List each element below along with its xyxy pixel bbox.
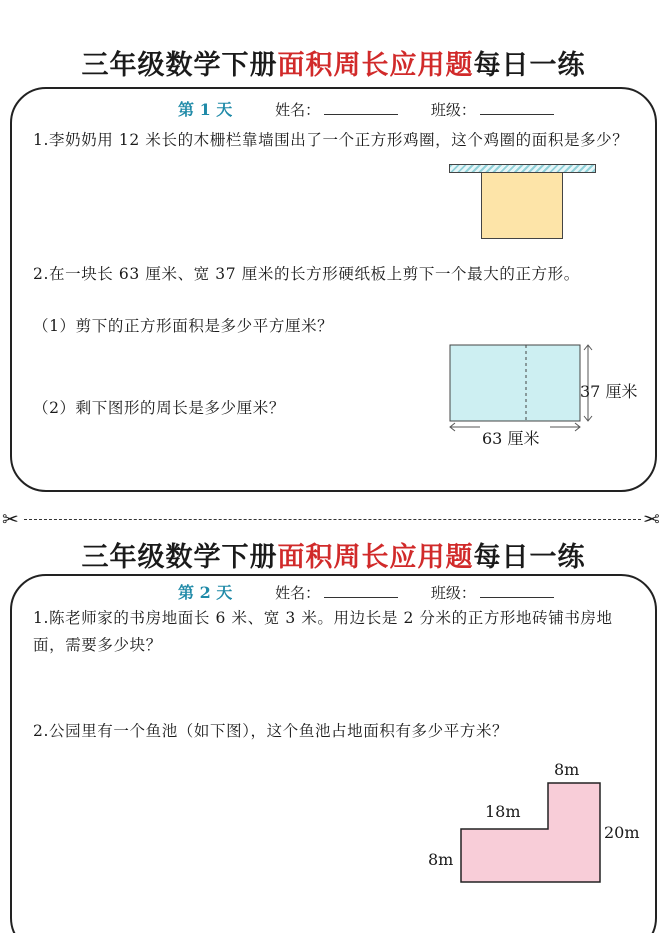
cut-line: [24, 519, 641, 520]
pond-figure: [455, 780, 610, 890]
scissors-icon: ✂: [2, 507, 19, 531]
pond-right-label: 20m: [604, 823, 640, 842]
sheet2-name-blank[interactable]: [324, 584, 398, 598]
sheet1-name-label: 姓名：: [275, 101, 321, 119]
sheet2-question-1: 1.陈老师家的书房地面长 6 米、宽 3 米。用边长是 2 分米的正方形地砖铺书房地面，需要多少块？: [33, 609, 613, 654]
sheet1-day: 第 1 天: [178, 100, 233, 119]
sheet2-day: 第 2 天: [178, 583, 233, 602]
sheet1-question-2-part-2: （2）剩下图形的周长是多少厘米？: [33, 399, 285, 417]
sheet2-name-label: 姓名：: [275, 584, 321, 602]
sheet2-meta: [178, 580, 554, 603]
scissors-icon: ✂: [643, 507, 660, 531]
board-height-label: 37 厘米: [580, 382, 638, 401]
sheet1-meta: [178, 97, 554, 120]
sheet2-title: 三年级数学下册面积周长应用题每日一练: [81, 542, 586, 573]
pond-left-label: 8m: [428, 850, 454, 869]
sheet2-class-blank[interactable]: [480, 584, 554, 598]
sheet1-class-label: 班级：: [430, 101, 476, 119]
pond-top-label: 8m: [554, 760, 580, 779]
sheet1-question-2: 2.在一块长 63 厘米、宽 37 厘米的长方形硬纸板上剪下一个最大的正方形。: [33, 265, 580, 283]
sheet2-class-label: 班级：: [430, 584, 476, 602]
coop-square-figure: [481, 173, 563, 239]
sheet1-question-1: 1.李奶奶用 12 米长的木栅栏靠墙围出了一个正方形鸡圈，这个鸡圈的面积是多少？: [33, 131, 629, 149]
sheet1-title: 三年级数学下册面积周长应用题每日一练: [81, 50, 586, 81]
sheet1-question-2-part-1: （1）剪下的正方形面积是多少平方厘米？: [33, 317, 334, 335]
sheet1-class-blank[interactable]: [480, 101, 554, 115]
wall-figure: [449, 164, 596, 173]
sheet2-question-2: 2.公园里有一个鱼池（如下图），这个鱼池占地面积有多少平方米？: [33, 722, 509, 740]
pond-mid-label: 18m: [485, 802, 521, 821]
board-width-label: 63 厘米: [482, 429, 540, 448]
sheet1-name-blank[interactable]: [324, 101, 398, 115]
